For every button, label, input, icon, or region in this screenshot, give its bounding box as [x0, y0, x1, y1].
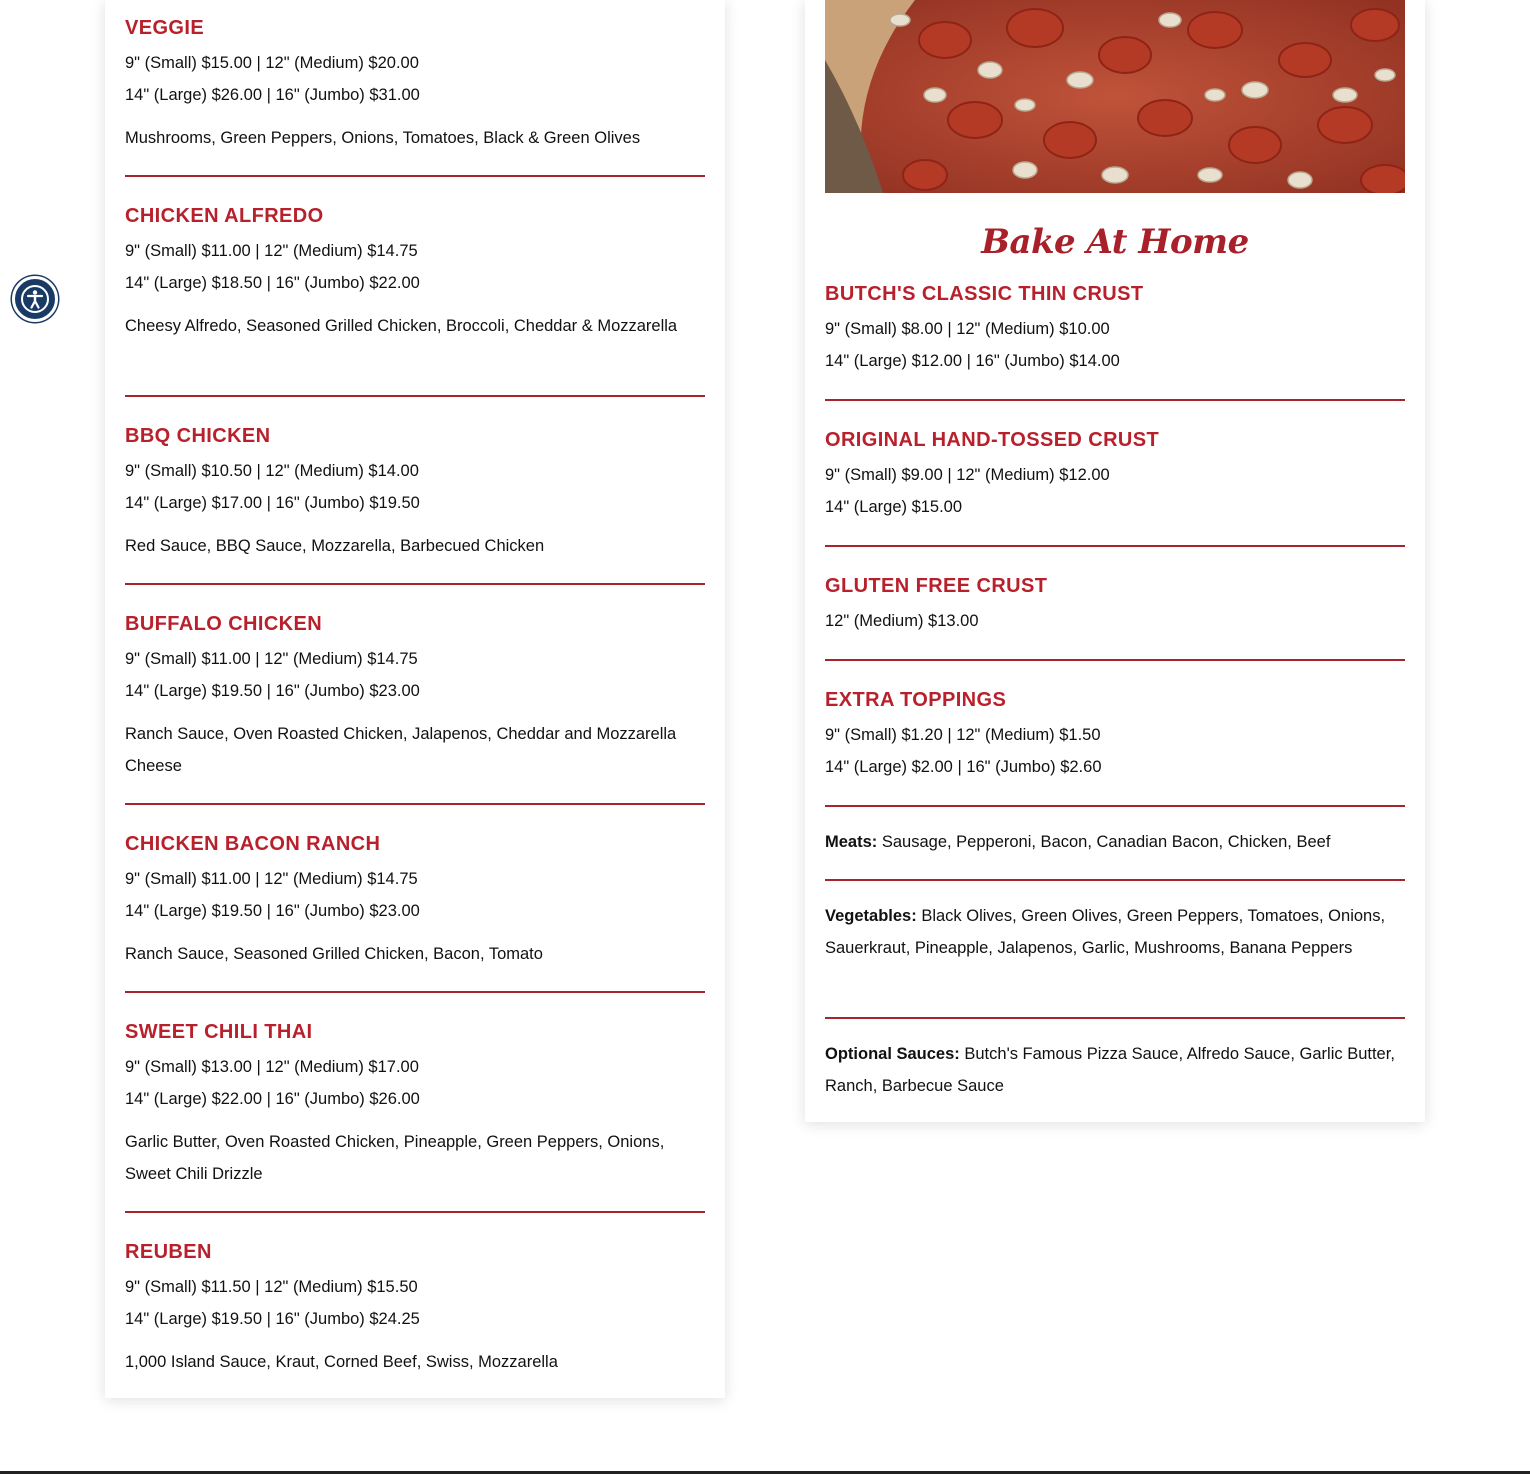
divider: [125, 583, 705, 585]
menu-item-name: REUBEN: [125, 1241, 212, 1263]
menu-item-description: Ranch Sauce, Oven Roasted Chicken, Jalapenos, Cheddar and Mozzarella Cheese: [125, 725, 677, 775]
menu-item-name: SWEET CHILI THAI: [125, 1021, 313, 1043]
menu-item-description: Ranch Sauce, Seasoned Grilled Chicken, Bacon, Tomato: [125, 945, 543, 963]
menu-item-name: CHICKEN BACON RANCH: [125, 833, 381, 855]
menu-item-prices-small-medium: 9" (Small) $11.00 | 12" (Medium) $14.75: [125, 870, 418, 888]
divider: [125, 1211, 705, 1213]
menu-item-prices-large-jumbo: 14" (Large) $18.50 | 16" (Jumbo) $22.00: [125, 274, 420, 292]
menu-item-prices-large-jumbo: 14" (Large) $22.00 | 16" (Jumbo) $26.00: [125, 1090, 420, 1108]
menu-item-description: Cheesy Alfredo, Seasoned Grilled Chicken, Broccoli, Cheddar & Mozzarella: [125, 317, 678, 335]
menu-item-prices-large-jumbo: 14" (Large) $26.00 | 16" (Jumbo) $31.00: [125, 86, 420, 104]
divider: [125, 991, 705, 993]
menu-item-prices-large-jumbo: 14" (Large) $19.50 | 16" (Jumbo) $24.25: [125, 1310, 420, 1328]
meats-list: [825, 826, 1395, 858]
crust-prices-medium: 12" (Medium) $13.00: [825, 612, 979, 630]
crust-name: BUTCH'S CLASSIC THIN CRUST: [825, 283, 1144, 305]
sauces-list: [825, 1038, 1395, 1102]
menu-item-prices-small-medium: 9" (Small) $13.00 | 12" (Medium) $17.00: [125, 1058, 419, 1076]
menu-item-prices-large-jumbo: 14" (Large) $17.00 | 16" (Jumbo) $19.50: [125, 494, 420, 512]
crust-prices-small-medium: 9" (Small) $8.00 | 12" (Medium) $10.00: [825, 320, 1110, 338]
divider: [825, 399, 1405, 401]
crust-prices-large: 14" (Large) $15.00: [825, 498, 963, 516]
divider: [825, 1017, 1405, 1019]
divider: [825, 879, 1405, 881]
topping-prices-large-jumbo: 14" (Large) $2.00 | 16" (Jumbo) $2.60: [825, 758, 1102, 776]
crust-prices-large-jumbo: 14" (Large) $12.00 | 16" (Jumbo) $14.00: [825, 352, 1120, 370]
menu-item-prices-small-medium: 9" (Small) $11.50 | 12" (Medium) $15.50: [125, 1278, 418, 1296]
menu-item-description: Garlic Butter, Oven Roasted Chicken, Pineapple, Green Peppers, Onions, Sweet Chili Drizzle: [125, 1133, 665, 1183]
menu-item-prices-small-medium: 9" (Small) $10.50 | 12" (Medium) $14.00: [125, 462, 419, 480]
bake-at-home-card: [805, 0, 1425, 1122]
divider: [125, 803, 705, 805]
bake-at-home-heading: Bake At Home: [981, 222, 1249, 262]
accessibility-icon: [20, 284, 50, 314]
crust-name: GLUTEN FREE CRUST: [825, 575, 1048, 597]
extra-toppings-name: EXTRA TOPPINGS: [825, 689, 1007, 711]
divider: [825, 805, 1405, 807]
pizza-photo: [825, 0, 1405, 193]
accessibility-button[interactable]: [12, 276, 58, 322]
vegetables-label: Vegetables:: [825, 907, 917, 925]
menu-item-description: 1,000 Island Sauce, Kraut, Corned Beef, Swiss, Mozzarella: [125, 1353, 558, 1371]
specialty-pizza-card: [105, 0, 725, 1398]
menu-item-prices-small-medium: 9" (Small) $11.00 | 12" (Medium) $14.75: [125, 242, 418, 260]
topping-prices-small-medium: 9" (Small) $1.20 | 12" (Medium) $1.50: [825, 726, 1101, 744]
menu-item-prices-large-jumbo: 14" (Large) $19.50 | 16" (Jumbo) $23.00: [125, 682, 420, 700]
meats-label: Meats:: [825, 833, 878, 851]
vegetables-text: Black Olives, Green Olives, Green Peppers, Tomatoes, Onions, Sauerkraut, Pineapple, Jalapenos, Garlic, Mushrooms, Banana Peppers: [825, 907, 1386, 957]
crust-prices-small-medium: 9" (Small) $9.00 | 12" (Medium) $12.00: [825, 466, 1110, 484]
sauces-label: Optional Sauces:: [825, 1045, 960, 1063]
menu-item-prices-large-jumbo: 14" (Large) $19.50 | 16" (Jumbo) $23.00: [125, 902, 420, 920]
meats-text: Sausage, Pepperoni, Bacon, Canadian Bacon, Chicken, Beef: [881, 833, 1331, 851]
menu-item-name: BBQ CHICKEN: [125, 425, 271, 447]
menu-item-name: BUFFALO CHICKEN: [125, 613, 323, 635]
menu-item-description: Red Sauce, BBQ Sauce, Mozzarella, Barbecued Chicken: [125, 537, 545, 555]
divider: [125, 175, 705, 177]
menu-item-name: VEGGIE: [125, 17, 205, 39]
sauces-text: Butch's Famous Pizza Sauce, Alfredo Sauce, Garlic Butter, Ranch, Barbecue Sauce: [825, 1045, 1395, 1095]
menu-item-prices-small-medium: 9" (Small) $11.00 | 12" (Medium) $14.75: [125, 650, 418, 668]
vegetables-list: [825, 900, 1395, 964]
crust-name: ORIGINAL HAND-TOSSED CRUST: [825, 429, 1160, 451]
menu-item-prices-small-medium: 9" (Small) $15.00 | 12" (Medium) $20.00: [125, 54, 419, 72]
menu-item-name: CHICKEN ALFREDO: [125, 205, 324, 227]
menu-item-description: Mushrooms, Green Peppers, Onions, Tomatoes, Black & Green Olives: [125, 129, 641, 147]
divider: [825, 545, 1405, 547]
divider: [125, 395, 705, 397]
divider: [825, 659, 1405, 661]
